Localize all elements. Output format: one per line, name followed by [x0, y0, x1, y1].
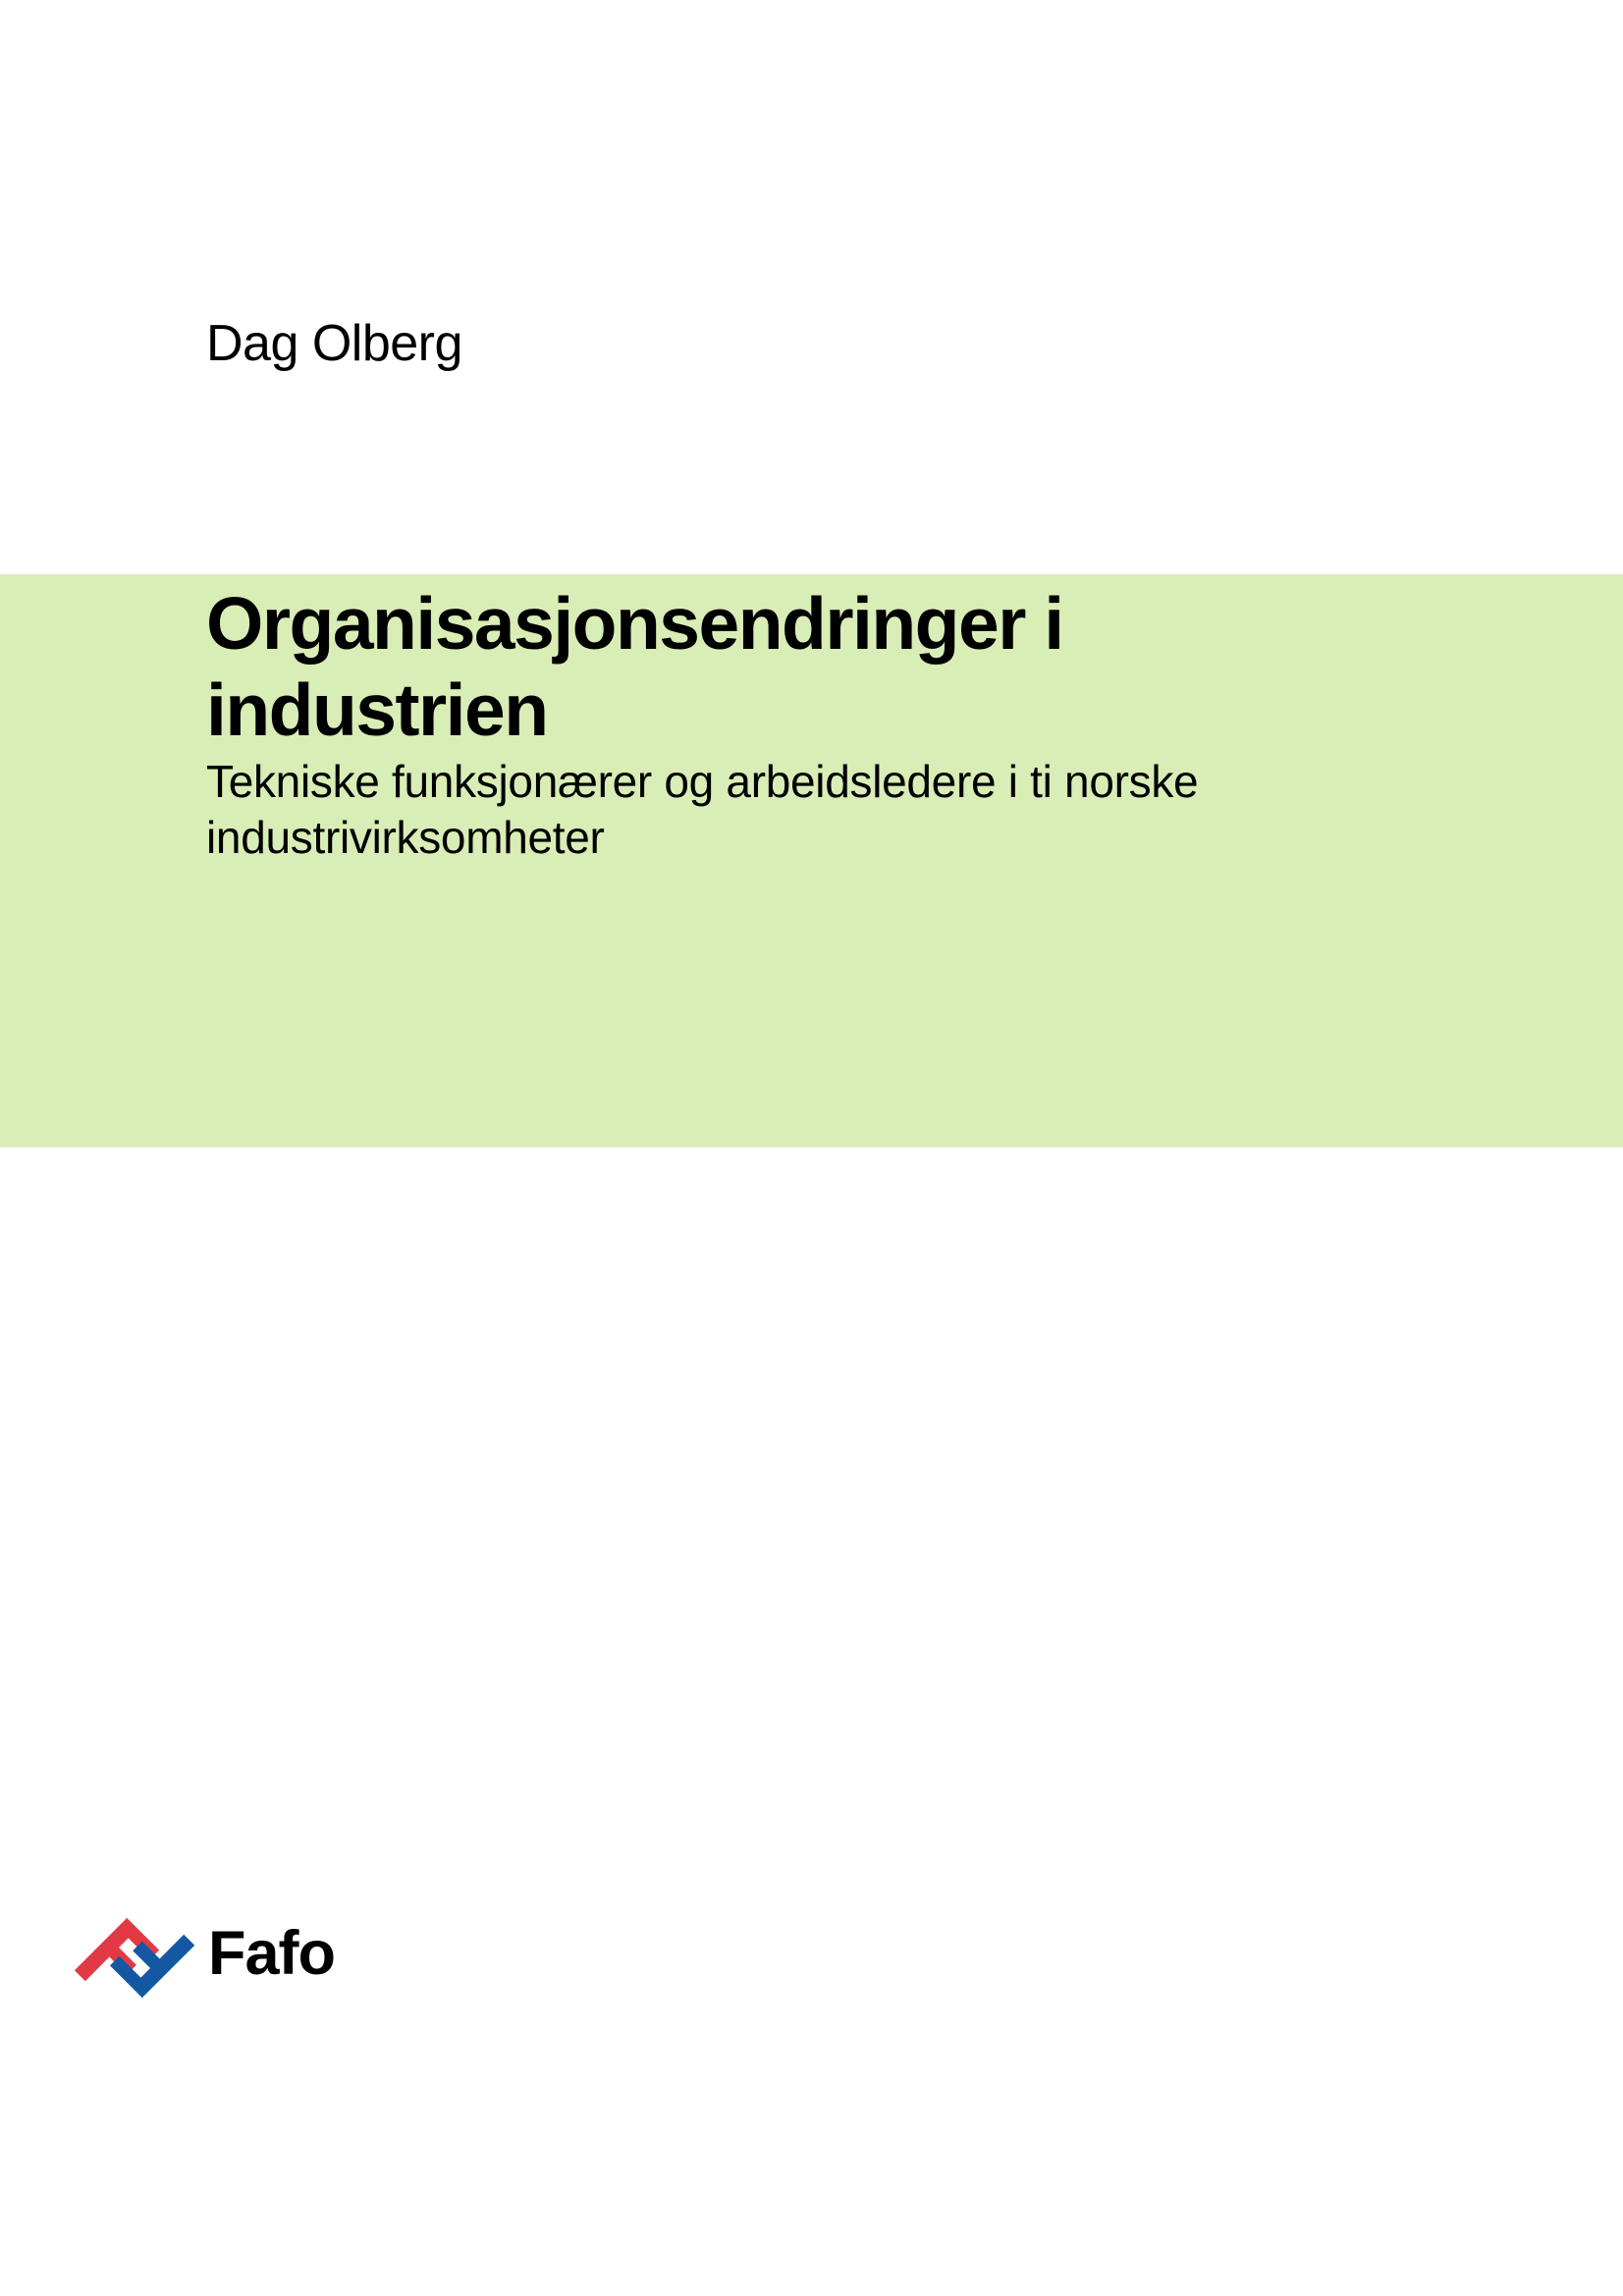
report-title-line-2: industrien	[206, 668, 548, 751]
report-title	[206, 580, 1063, 753]
fafo-logo-icon	[74, 1912, 197, 2003]
fafo-logotype: Fafo	[208, 1919, 335, 1988]
report-subtitle	[206, 754, 1198, 866]
report-title-line-1: Organisasjonsendringer i	[206, 582, 1063, 665]
report-subtitle-line-1: Tekniske funksjonærer og arbeidsledere i ti norske	[206, 756, 1199, 807]
author-name: Dag Olberg	[206, 315, 462, 372]
report-subtitle-line-2: industrivirksomheter	[206, 812, 605, 863]
